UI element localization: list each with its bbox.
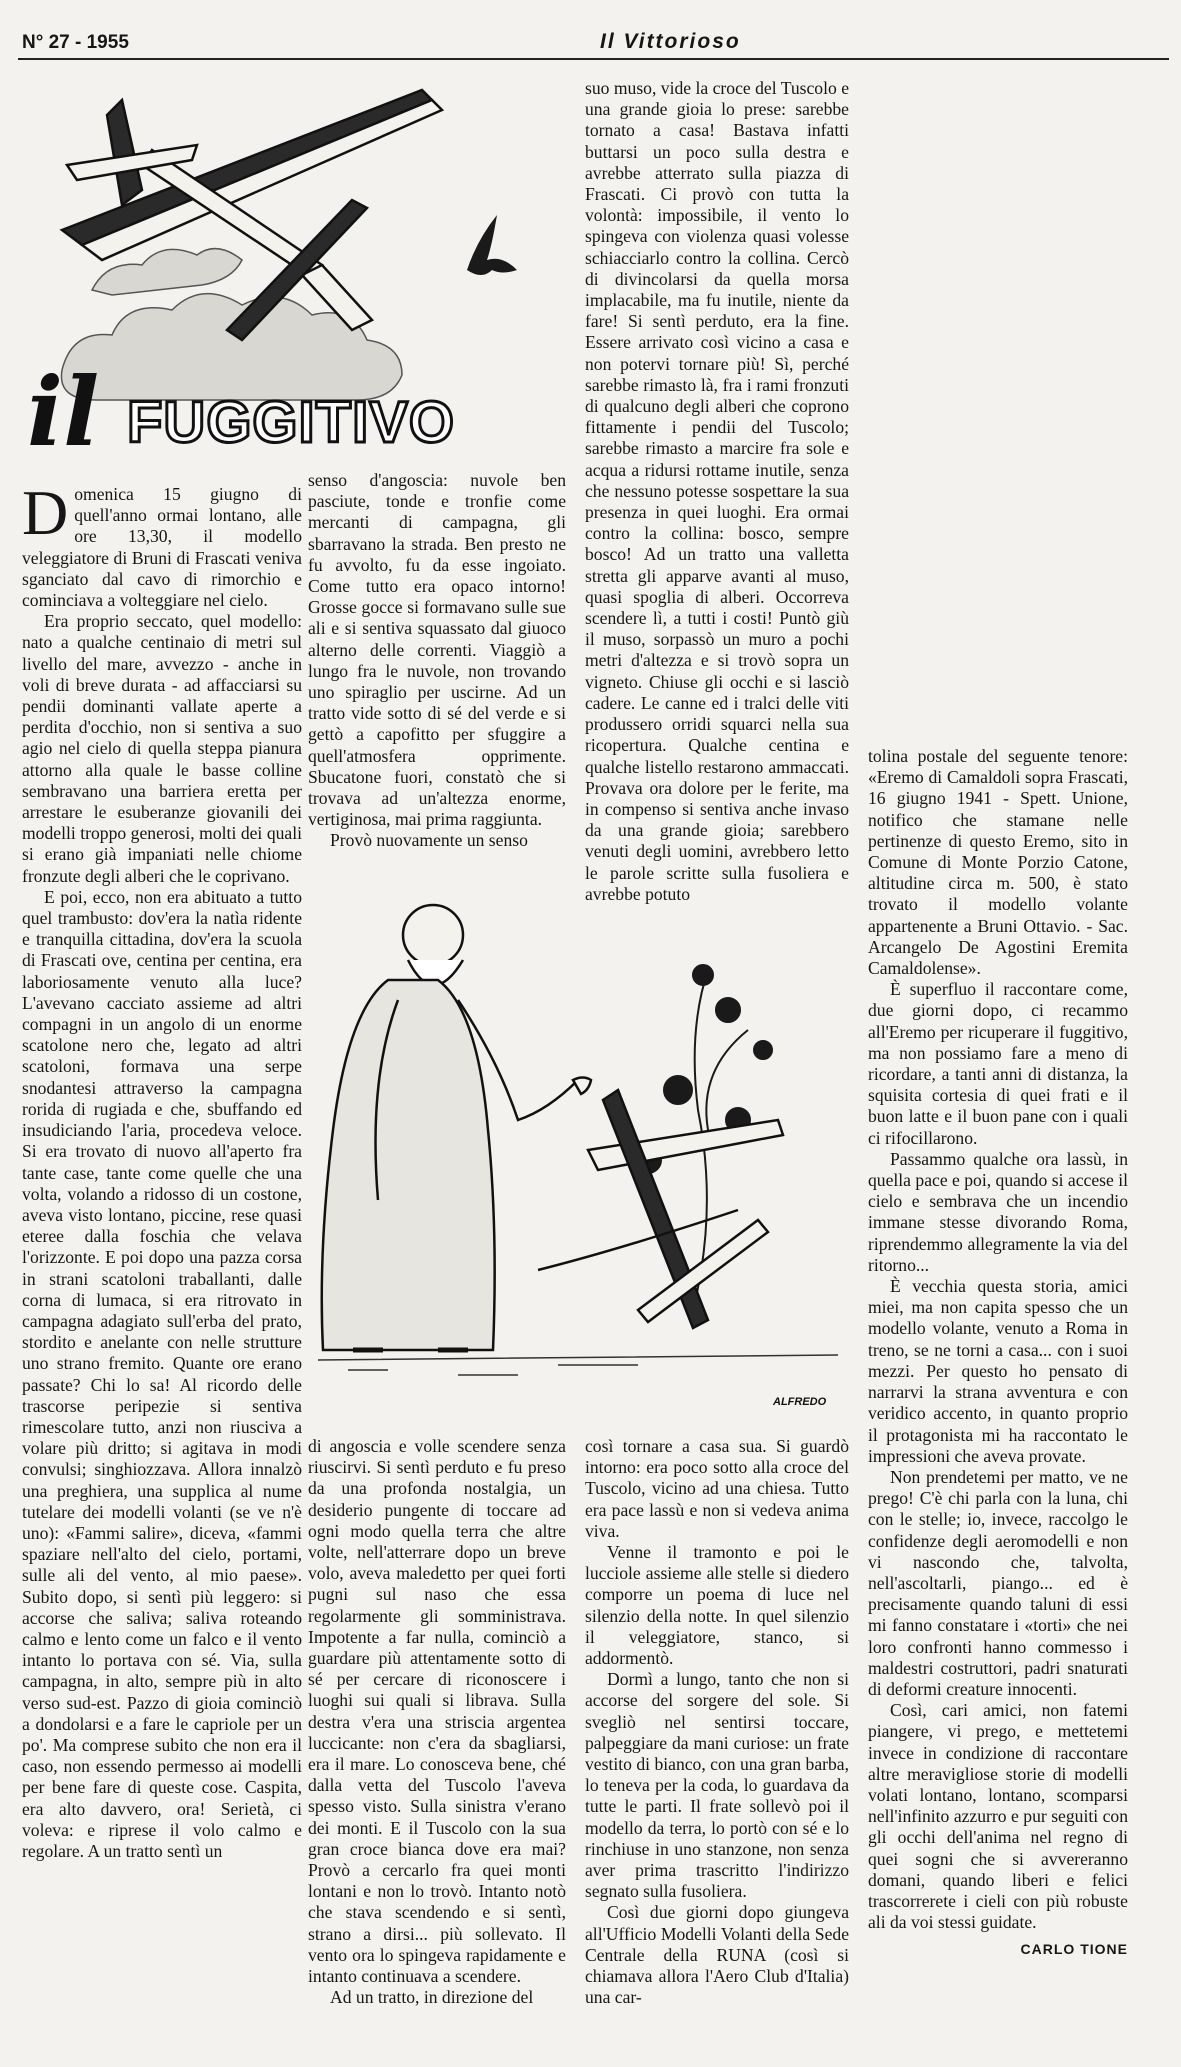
glider-illustration bbox=[62, 90, 442, 340]
author-signature: CARLO TIONE bbox=[1020, 1941, 1128, 1958]
issue-number: N° 27 - 1955 bbox=[22, 32, 129, 53]
column-3-top bbox=[585, 78, 849, 905]
article-paragraph bbox=[22, 477, 302, 611]
column-2-bottom bbox=[308, 1436, 566, 2008]
article-paragraph: Dormì a lungo, tanto che non si accorse del sorgere del sole. Si svegliò nel sentirsi toccare, palpeggiare da mani curiose: un frate vestito di bianco, con una gran barba, lo teneva per la coda, lo guardava da tutte le parti. Il frate sollevò poi il modello da terra, lo portò con sé e lo rinchiuse in uno stanzone, non senza aver prima trascritto l'indirizzo segnato sulla fusoliera. bbox=[585, 1669, 849, 1902]
monk-illustration bbox=[308, 890, 848, 1430]
article-paragraph: E poi, ecco, non era abituato a tutto quel trambusto: dov'era la natìa ridente e tranquilla cittadina, dov'era la scuola di Frascati ove, centina per centina, era laboriosamente venuto alla luce? L'avevano cacciato assieme ad altri compagni in un angolo di un enorme scatolone nero che, legato ad altri scatoloni, formava una serpe snodantesi attraverso la campagna rorida di rugiada e che, sbuffando ed insudiciando l'aria, procedeva veloce. Si era trovato di nuovo all'aperto fra tante case, tante come quelle che una volta, volando a ridosso di un costone, aveva visto lontano, piccine, rese quasi eteree dalla foschia che velava l'orizzonte. E poi dopo una pazza corsa in strani scatoloni traballanti, dalle corna di lumaca, si era ritrovato in campagna adagiato sull'erba del prato, stordito e anelante con nelle strutture uno strano fremito. Quante ore erano passate? Chi lo sa! Al ricordo delle trascorse peripezie si sentiva rimescolare tutto, anzi non riusciva a volare più dritto; si agitava in modi convulsi; singhiozzava. Allora innalzò una preghiera, una supplica al nume tutelare dei modelli volanti (se ve n'è uno): «Fammi salire», diceva, «fammi spaziare nell'alto del cielo, portami, sulle ali del vento, al mio paese». Subito dopo, si sentì più leggero: si accorse che saliva; saliva roteando calmo e lento come un falco e il vento intanto lo portava con sé. Via, sulla campagna, in alto, sempre più in alto verso sud-est. Pazzo di gioia cominciò a dondolarsi e a fare le capriole per un po'. Ma comprese subito che non era il caso, non essendo permesso ai modelli per bene fare di queste cose. Caspita, era alto davvero, ora! Serietà, ci voleva: e riprese il volo calmo e regolare. A un tratto sentì un bbox=[22, 886, 302, 1861]
article-paragraph: È vecchia questa storia, amici miei, ma non capita spesso che un modello volante, venuto a Roma in treno, se ne torni a casa... con i suoi mezzi. Per questo ho pensato di narrarvi la strana avventura e con veridico accento, in quanto proprio il protagonista mi ha raccontato le impressioni che aveva provate. bbox=[868, 1276, 1128, 1466]
article-paragraph: di angoscia e volle scendere senza riuscirvi. Si sentì perduto e fu preso da una profonda nostalgia, un desiderio pungente di toccare ad ogni modo quella terra che altre volte, nell'atterrare dopo un breve volo, aveva maledetto per quei forti pugni sul naso che essa regolarmente gli somministrava. Impotente a far nulla, cominciò a guardare più attentamente sotto di sé per cercare di riconoscere i luoghi sui quali si librava. Sulla destra v'era una striscia argentea luccicante: non c'era da sbagliarsi, era il mare. Lo conosceva bene, ché dalla vetta del Tuscolo l'aveva spesso visto. Sulla sinistra v'erano dei monti. E il Tuscolo con la sua gran croce bianca dove era mai? Provò a cercarlo fra quei monti lontani e non lo trovò. Intanto notò che stava scendendo e si sentì, strano a dirsi... più sollevato. Il vento ora lo spingeva rapidamente e intanto continuava a scendere. bbox=[308, 1436, 566, 1987]
article-paragraph: Era proprio seccato, quel modello: nato a qualche centinaio di metri sul livello del mare, avvezzo - anche in voli di breve durata - ad affacciarsi su pendii dominanti vallate aperte a perdita d'occhio, non si sentiva a suo agio nel cielo di quella steppa pianura attorno alla quale le basse colline sembravano una barriera eretta per arrestare le esuberanze giovanili dei modelli troppo generosi, molti dei quali si erano già impaniati nelle chiome fronzute degli alberi che le coprivano. bbox=[22, 611, 302, 886]
header-rule bbox=[18, 58, 1169, 60]
artist-signature: ALFREDO bbox=[773, 1396, 827, 1408]
article-paragraph: Venne il tramonto e poi le lucciole assieme alle stelle si diedero comporre un poema di luce nel silenzio della notte. In quel silenzio il veleggiatore, stanco, si addormentò. bbox=[585, 1542, 849, 1669]
column-1 bbox=[22, 477, 302, 1862]
article-paragraph: suo muso, vide la croce del Tuscolo e una grande gioia lo prese: sarebbe tornato a casa! Bastava infatti buttarsi un poco sulla destra e avrebbe atterrato sulla piazza di Frascati. Ci provò con tutta la volontà: impossibile, il vento lo spingeva con violenza quasi volesse schiacciarlo contro la collina. Cercò di divincolarsi da quella morsa implacabile, ma fu inutile, niente da fare! Si sentì perduto, era la fine. Essere arrivato così vicino a casa e non potervi tornare più! Sì, perché sarebbe rimasto là, fra i rami fronzuti di qualcuno degli alberi che coprono fittamente i pendii del Tuscolo; sarebbe rimasto a marcire fra sole e acqua a ridursi rottame inutile, senza che nessuno potesse sospettare la sua presenza in quei luoghi. Era ormai contro la collina: bosco, sempre bosco! Ad un tratto una valletta stretta gli apparve avanti al muso, quasi spoglia di alberi. Occorreva scendere lì, a tutti i costi! Puntò giù il muso, sorpassò un muro a pochi metri d'altezza e si trovò sopra un vigneto. Chiuse gli occhi e si lasciò cadere. Le canne ed i tralci delle viti produssero orridi squarci nella sua ricopertura. Qualche centina e qualche listello restarono ammaccati. Provava ora dolore per le ferite, ma in compenso si sentiva anche invaso da una grande gioia; sarebbero venuti degli uomini, avrebbero letto le parole scritte sulla fusoliera e avrebbe potuto bbox=[585, 78, 849, 904]
column-2-top bbox=[308, 470, 566, 852]
title-script: il bbox=[27, 357, 100, 468]
monk-figure bbox=[322, 905, 591, 1350]
article-paragraph: Ad un tratto, in direzione del bbox=[330, 1987, 534, 2008]
ground-lines bbox=[318, 1355, 838, 1375]
bird-illustration bbox=[467, 215, 517, 275]
article-paragraph: Così, cari amici, non fatemi piangere, vi prego, e mettetemi invece in condizione di raccontare altre meravigliose storie di modelli volati lontano, lontano, scomparsi nell'infinito azzurro e pur seguiti con gli occhi dell'anima nel regno di quei sogni che si avvereranno domani, quando liberi e felici trascorrerete i cieli con più robuste ali da voi stessi guidate. bbox=[868, 1700, 1128, 1933]
column-3-bottom bbox=[585, 1436, 849, 2008]
article-paragraph: Così due giorni dopo giungeva all'Ufficio Modelli Volanti della Sede Centrale della RUNA (così si chiamava allora l'Aero Club d'Italia) una car- bbox=[585, 1902, 849, 2008]
magazine-name: Il Vittorioso bbox=[600, 30, 741, 53]
article-paragraph: tolina postale del seguente tenore: «Eremo di Camaldoli sopra Frascati, 16 giugno 1941 - Spett. Unione, notifico che stamane nelle pertinenze di questo Eremo, sito in Comune di Monte Porzio Catone, altitudine circa m. 500, è stato trovato il modello volante appartenente a Bruni Ottavio. - Sac. Arcangelo De Agostini Eremita Camaldolense». bbox=[868, 746, 1128, 979]
title-word: FUGGITIVO bbox=[127, 390, 455, 455]
article-paragraph: È superfluo il raccontare come, due giorni dopo, ci recammo all'Eremo per ricuperare il fuggitivo, ma non possiamo fare a meno di ricordare, a tanti anni di distanza, la squisita cortesia di quei frati e il buon latte e il buon pane con i quali ci rifocillarono. bbox=[868, 979, 1128, 1148]
title-illustration bbox=[22, 70, 562, 470]
page-header bbox=[0, 0, 1181, 64]
column-4 bbox=[868, 746, 1128, 1961]
opening-text: omenica 15 giugno di quell'anno ormai lontano, alle ore 13,30, il modello veleggiatore di Bruni di Frascati veniva sganciato dal cavo di rimorchio e cominciava a volteggiare nel cielo. bbox=[22, 484, 302, 611]
article-paragraph: Provò nuovamente un senso bbox=[330, 830, 528, 851]
drop-cap: D bbox=[22, 477, 69, 548]
article-paragraph: Non prendetemi per matto, ve ne prego! C'è chi parla con la luna, chi con le stelle; io, invece, raccolgo le confidenze degli aeromodelli e non vi nascondo che, talvolta, nell'ascoltarli, piango... ed è precisamente quando taluni di essi mi fanno constatare i «torti» che nei loro confronti hanno commesso i maldestri costruttori, padri snaturati di deformi creature innocenti. bbox=[868, 1466, 1128, 1699]
article-paragraph: senso d'angoscia: nuvole ben pasciute, tonde e tronfie come mercanti di campagna, gli sbarravano la strada. Ben presto ne fu avvolto, fu da esse ingoiato. Come tutto era opaco intorno! Grosse gocce si formavano sulle sue ali e si sentiva squassato dal giuoco alterno delle correnti. Viaggiò a lungo fra le nuvole, non trovando uno spiraglio per uscirne. Ad un tratto vide sotto di sé del verde e si gettò a capofitto per sfuggire a quell'atmosfera opprimente. Sbucatone fuori, constatò che si trovava ad un'altezza enorme, vertiginosa, mai prima raggiunta. bbox=[308, 470, 566, 830]
crashed-glider-illustration bbox=[538, 1090, 783, 1328]
article-paragraph: Passammo qualche ora lassù, in quella pace e poi, quando si accese il cielo e sembrava che un incendio immane stesse divorando Roma, riprendemmo allegramente la via del ritorno... bbox=[868, 1148, 1128, 1275]
article-paragraph: così tornare a casa sua. Si guardò intorno: era poco sotto alla croce del Tuscolo, vicino ad una chiesa. Tutto era pace lassù e non si vedeva anima viva. bbox=[585, 1436, 849, 1541]
